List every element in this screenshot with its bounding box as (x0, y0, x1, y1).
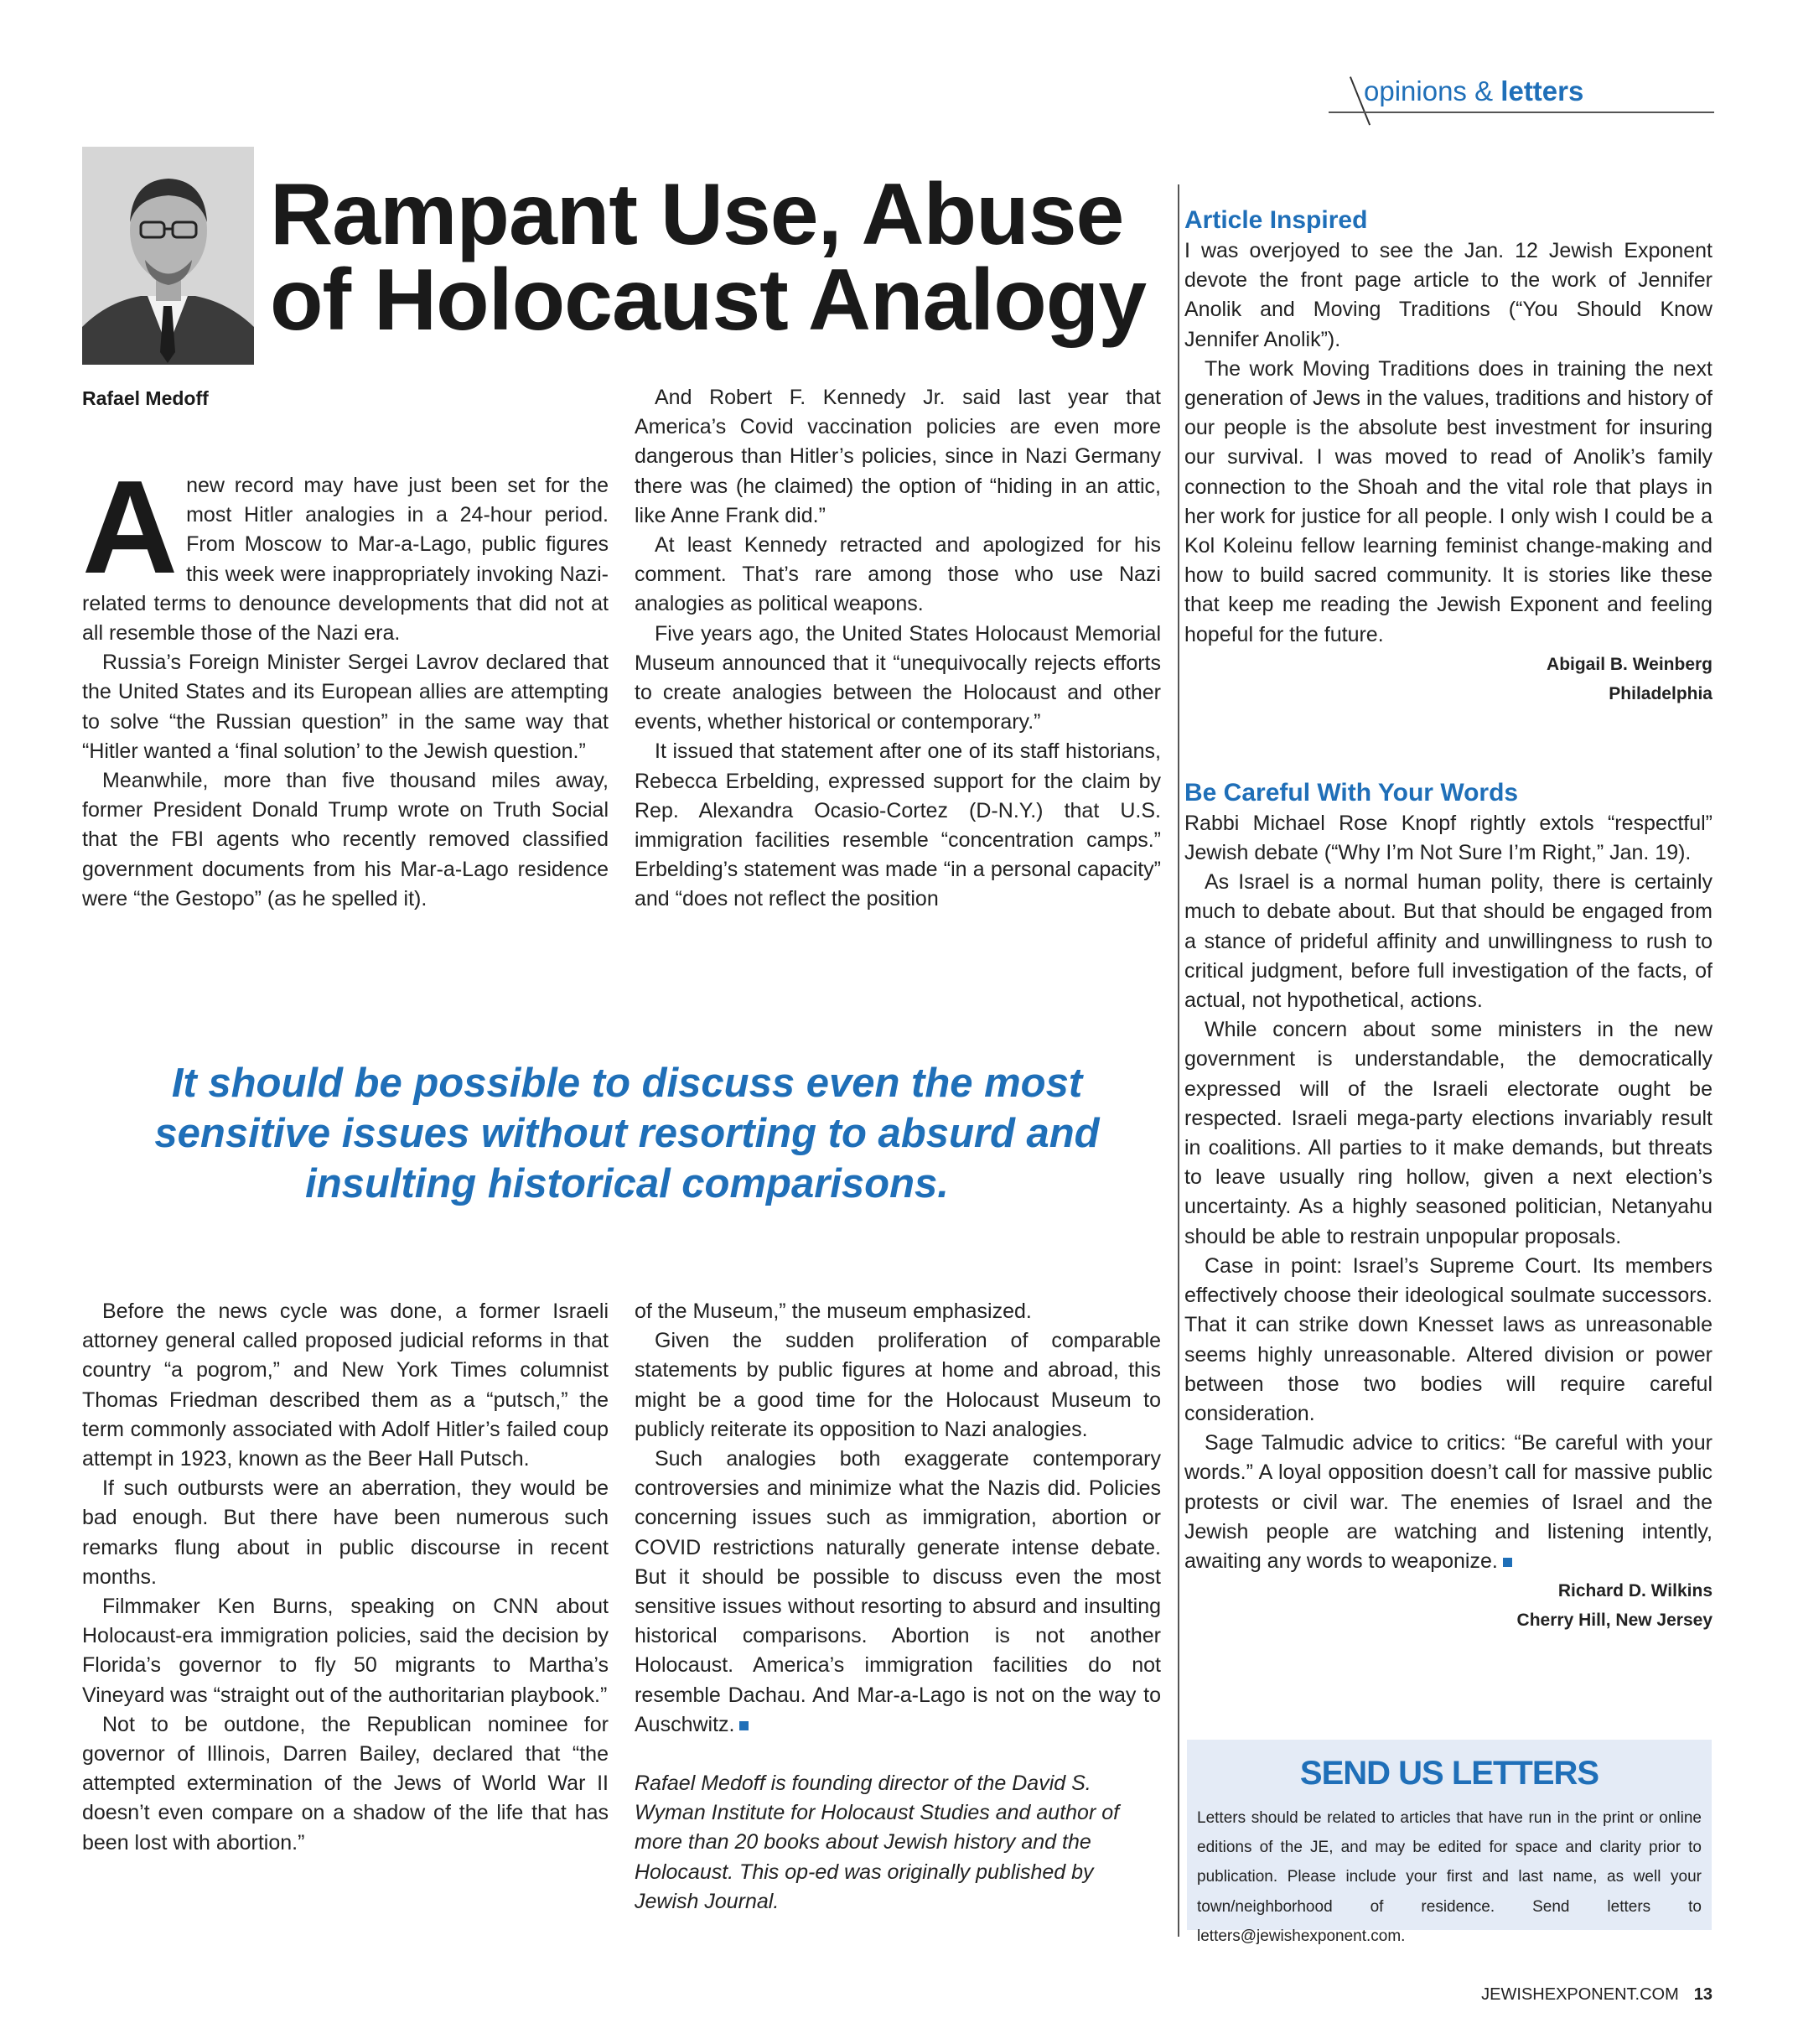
column-divider (1178, 184, 1179, 1937)
end-mark-icon (739, 1721, 749, 1730)
article-paragraph: Such analogies both exaggerate contemporary controversies and minimize what the Nazis did. Policies concerning issues such as immigration, abortion or COVID restrictions naturally generate intense debate. But it should be possible to discuss even the most sensitive issues without resorting to absurd and insulting historical comparisons. Abortion is not another Holocaust. America’s immigration facilities do not resemble Dachau. And Mar-a-Lago is not on the way to Auschwitz. (635, 1447, 1161, 1736)
send-letters-title: SEND US LETTERS (1299, 1755, 1599, 1792)
letter-paragraph: While concern about some ministers in the new government is understandable, the democratically expressed will of the Israeli electorate ought be respected. Israeli mega-party elections invariably result in coalitions. All parties to it make demands, but threats to leave usually ring hollow, given a next election’s uncertainty. As a highly seasoned politician, Netanyahu should be able to restrain unpopular proposals. (1184, 1018, 1713, 1248)
letter-paragraph: Rabbi Michael Rose Knopf rightly extols “respectful” Jewish debate (“Why I’m Not Sure I’m Right,” Jan. 19). (1184, 811, 1713, 865)
section-title (1364, 75, 1583, 107)
letter-heading: Be Careful With Your Words (1184, 778, 1519, 807)
article-paragraph: Five years ago, the United States Holocaust Memorial Museum announced that it “unequivocally rejects efforts to create analogies between the Holocaust and other events, whether historical or contemporary.” (635, 621, 1161, 734)
headline-line-2: of Holocaust Analogy (270, 252, 1147, 349)
send-letters-body: Letters should be related to articles that have run in the print or online editions of the JE, and may be edited for space and clarity prior to publication. Please include your first and last name, as well your town/neighborhood of residence. Send letters to letters@jewishexponent.com. (1197, 1809, 1702, 1945)
article-paragraph: At least Kennedy retracted and apologized for his comment. That’s rare among those who use Nazi analogies as political weapons. (635, 533, 1161, 616)
article-paragraph: Before the news cycle was done, a former Israeli attorney general called proposed judicial reforms in that country “a pogrom,” and New York Times columnist Thomas Friedman described them as a “putsch,” the term commonly associated with Adolf Hitler’s failed coup attempt in 1923, known as the Beer Hall Putsch. (82, 1300, 609, 1471)
article-paragraph: And Robert F. Kennedy Jr. said last year that America’s Covid vaccination policies are even more dangerous than Hitler’s policies, since in Nazi Germany there was (he claimed) the option of “hiding in an attic, like Anne Frank did.” (635, 386, 1161, 527)
headline (270, 166, 1158, 349)
section-letters: letters (1500, 75, 1584, 106)
drop-cap: A (82, 454, 179, 601)
letter-heading: Article Inspired (1184, 206, 1368, 234)
article-paragraph: Anew record may have just been set for the most Hitler analogies in a 24-hour period. From Moscow to Mar-a-Lago, public figures this week were inappropriately invoking Nazi-related terms to denounce developments that did not at all resemble those of the Nazi era. (82, 454, 609, 646)
article-paragraph: If such outbursts were an aberration, they would be bad enough. But there have been numerous such remarks flung about in public discourse in recent months. (82, 1476, 609, 1589)
headline-line-1: Rampant Use, Abuse (270, 166, 1124, 263)
article-paragraph: Meanwhile, more than five thousand miles away, former President Donald Trump wrote on Truth Social that the FBI agents who recently removed classified government documents from his Mar-a-Lago residence were “the Gestopo” (as he spelled it). (82, 769, 609, 910)
send-letters-box (1187, 1740, 1712, 1945)
letter-paragraph: Case in point: Israel’s Supreme Court. Its members effectively choose their ideological soulmate successors. That it can strike down Knesset laws as unreasonable seems highly unreasonable. Altered division or power between those two bodies will require careful consideration. (1184, 1253, 1713, 1425)
byline: Rafael Medoff (82, 387, 209, 409)
letter-author: Richard D. Wilkins (1557, 1581, 1713, 1601)
letter-paragraph: The work Moving Traditions does in training the next generation of Jews in the values, traditions and history of our people is the absolute best investment for insuring our survival. I was moved to read of Anolik’s family connection to the Shoah and the vital role that plays in her work for justice for all people. I only wish I could be a Kol Koleinu fellow learning feminist change-making and how to build sacred community. It is stories like these that keep me reading the Jewish Exponent and feeling hopeful for the future. (1184, 356, 1713, 646)
letter-be-careful (1184, 777, 1713, 1635)
letter-location: Philadelphia (1609, 683, 1713, 703)
author-portrait-icon (82, 147, 254, 365)
letter-author: Abigail B. Weinberg (1547, 654, 1713, 674)
page-number: 13 (1693, 1985, 1713, 2004)
article-col-2-top (635, 383, 1161, 915)
letter-article-inspired (1184, 205, 1713, 708)
article-paragraph: Given the sudden proliferation of comparable statements by public figures at home and abroad, this might be a good time for the Holocaust Museum to publicly reiterate its opposition to Nazi analogies. (635, 1329, 1161, 1441)
article-paragraph: Not to be outdone, the Republican nominee for governor of Illinois, Darren Bailey, declared that “the attempted extermination of the Jews of World War II doesn’t even compare on a shadow of the life that has been lost with abortion.” (82, 1712, 609, 1855)
section-amp: & (1474, 75, 1494, 106)
article-paragraph: Russia’s Foreign Minister Sergei Lavrov declared that the United States and its European allies are attempting to solve “the Russian question” in the same way that “Hitler wanted a ‘final solution’ to the Jewish question.” (82, 651, 609, 763)
section-header (1329, 75, 1714, 113)
header-rule (1329, 112, 1714, 113)
letter-paragraph: As Israel is a normal human polity, there is certainly much to debate about. But that should be engaged from a stance of prideful affinity and unwillingness to rush to critical judgment, before full investigation of the facts, of actual, not hypothetical, actions. (1184, 870, 1713, 1013)
article-paragraph: of the Museum,” the museum emphasized. (635, 1300, 1032, 1323)
letter-paragraph: Sage Talmudic advice to critics: “Be careful with your words.” A loyal opposition doesn’t call for massive public protests or civil war. The enemies of Israel and the Jewish people are watching and listening intently, awaiting any words to weaponize. (1184, 1431, 1713, 1573)
article-col-1-top (82, 454, 609, 914)
article-paragraph: It issued that statement after one of its staff historians, Rebecca Erbelding, expressed support for the claim by Rep. Alexandra Ocasio-Cortez (D-N.Y.) that U.S. immigration facilities resemble “concentration camps.” Erbelding’s statement was made “in a personal capacity” and “does not reflect the position (635, 739, 1161, 911)
footer-site: JEWISHEXPONENT.COM (1481, 1985, 1679, 2004)
author-bio: Rafael Medoff is founding director of the David S. Wyman Institute for Holocaust Studies and author of more than 20 books about Jewish history and the Holocaust. This op-ed was originally published by Jewish Journal. (635, 1772, 1120, 1913)
article-col-1-bottom (82, 1297, 609, 1858)
section-opinions: opinions (1364, 75, 1467, 106)
article-paragraph: Filmmaker Ken Burns, speaking on CNN about Holocaust-era immigration policies, said the decision by Florida’s governor to fly 50 migrants to Martha’s Vineyard was “straight out of the authoritarian playbook.” (82, 1595, 609, 1707)
author-photo (82, 147, 254, 365)
letter-paragraph: I was overjoyed to see the Jan. 12 Jewish Exponent devote the front page article to the work of Jennifer Anolik and Moving Traditions (“You Should Know Jennifer Anolik”). (1184, 239, 1713, 351)
pull-quote: It should be possible to discuss even the most sensitive issues without resorting to absurd and insulting historical comparisons. (154, 1061, 1100, 1206)
page-footer (1481, 1985, 1713, 2005)
letters-column (1184, 205, 1713, 1635)
end-mark-icon (1503, 1558, 1512, 1567)
article-col-2-bottom (635, 1297, 1161, 1917)
letter-location: Cherry Hill, New Jersey (1516, 1611, 1713, 1631)
